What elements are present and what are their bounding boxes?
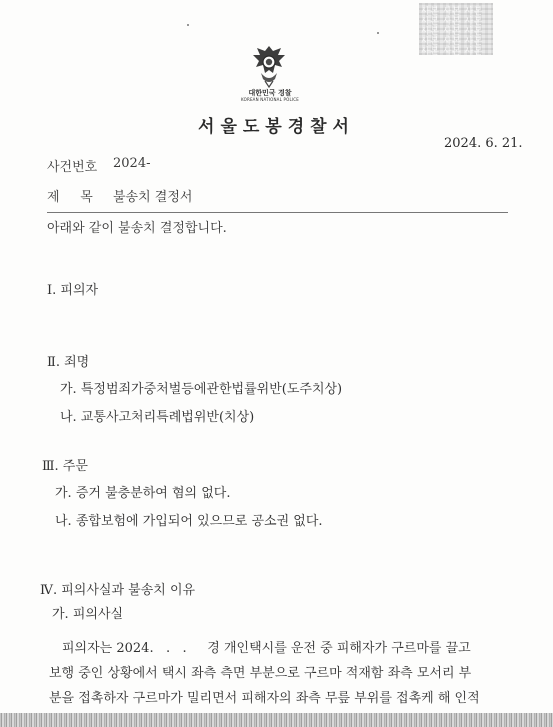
- charge-item: 나. 교통사고처리특례법위반(치상): [60, 410, 255, 425]
- facts-body-line: 피의자는 2024. . . 경 개인택시를 운전 중 피해자가 구르마를 끌고: [62, 641, 471, 656]
- org-name-english: KOREAN NATIONAL POLICE: [241, 97, 299, 102]
- charge-item: 가. 특정범죄가중처벌등에관한법률위반(도주치상): [60, 382, 343, 397]
- section-order-heading: Ⅲ. 주문: [42, 459, 88, 474]
- facts-body-line: 분을 접촉하자 구르마가 밀리면서 피해자의 좌측 무릎 부위를 접촉케 해 인적: [49, 691, 480, 706]
- subject-value: 불송치 결정서: [113, 190, 193, 205]
- org-name-korean: 대한민국 경찰: [248, 89, 292, 97]
- subject-label: 제 목: [47, 190, 93, 205]
- stamp-line: 사본 사본 사본: [421, 17, 483, 27]
- page-title: 서울도봉경찰서: [198, 117, 355, 137]
- intro-text: 아래와 같이 불송치 결정합니다.: [47, 221, 227, 236]
- order-item: 나. 종합보험에 가입되어 있으므로 공소권 없다.: [55, 514, 323, 529]
- section-suspect-heading: Ⅰ. 피의자: [47, 283, 99, 298]
- order-item: 가. 증거 불충분하여 혐의 없다.: [55, 486, 231, 501]
- stamp-line: 사본 사본 사본: [421, 7, 483, 17]
- section-charge-heading: Ⅱ. 죄명: [47, 355, 90, 370]
- case-number-label: 사건번호: [47, 160, 98, 175]
- document-date: 2024. 6. 21.: [444, 136, 523, 151]
- copy-stamp: [419, 3, 493, 55]
- section-facts-heading: Ⅳ. 피의사실과 불송치 이유: [40, 583, 196, 598]
- stamp-line: 사본 사본 사본: [421, 47, 483, 55]
- facts-body-line: 보행 중인 상황에서 택시 좌측 측면 부분으로 구르마 적재함 좌측 모서리 부: [49, 666, 472, 681]
- punch-hole-mark: [377, 32, 379, 34]
- facts-subheading: 가. 피의사실: [52, 607, 124, 622]
- police-emblem-icon: [251, 43, 287, 91]
- scan-edge-noise: [0, 713, 553, 727]
- header-divider: [47, 212, 508, 213]
- stamp-line: 사본 사본 사본: [421, 37, 483, 47]
- case-number-value: 2024-: [113, 156, 151, 171]
- punch-hole-mark: [187, 24, 189, 26]
- stamp-line: 사본 사본 사본: [421, 27, 483, 37]
